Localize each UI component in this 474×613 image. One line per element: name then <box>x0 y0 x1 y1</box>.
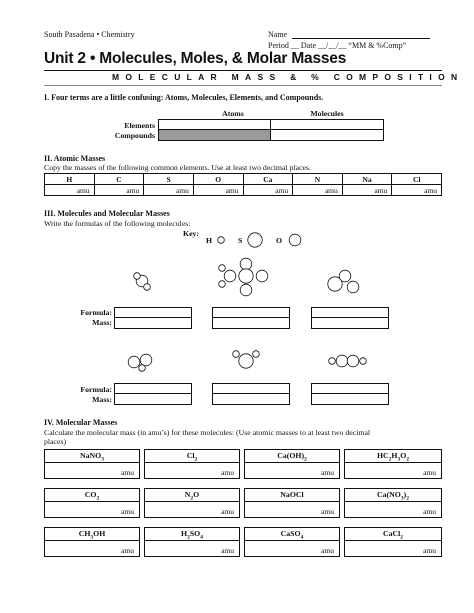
mass-box-1[interactable] <box>114 317 192 329</box>
mass-label-row-2: Mass: <box>92 395 112 404</box>
mass-cell-n[interactable]: amu <box>293 185 343 196</box>
key-h-label: H <box>206 236 213 245</box>
name-label: Name <box>268 30 288 39</box>
molar-mass-cell-naocl[interactable] <box>244 488 340 518</box>
element-header-o: O <box>193 174 243 185</box>
formula-naocl: NaOCl <box>280 490 304 499</box>
school-course-label: South Pasadena • Chemistry <box>44 30 135 39</box>
molar-mass-cell-co2[interactable] <box>44 488 140 518</box>
formula-n2o: $N_2O$ <box>184 490 200 502</box>
molar-mass-cell-n2o[interactable] <box>144 488 240 518</box>
formula-cacl2: CaCl$_2$ <box>382 529 404 541</box>
molar-mass-cell-cano32[interactable] <box>344 488 442 518</box>
mass-box-3[interactable] <box>311 317 389 329</box>
mass-cell-s[interactable]: amu <box>144 185 194 196</box>
formula-co2: $CO_2$ <box>84 490 100 502</box>
molar-mass-cell-cl2[interactable] <box>144 449 240 479</box>
unit-naocl: amu <box>321 507 334 516</box>
key-hydrogen-circle <box>218 237 225 244</box>
mass-box-5[interactable] <box>212 393 290 405</box>
molecule-1-diagram <box>134 273 151 291</box>
molar-mass-cell-caoh2[interactable] <box>244 449 340 479</box>
mass-cell-o[interactable]: amu <box>193 185 243 196</box>
mass-cell-h[interactable]: amu <box>45 185 95 196</box>
molar-mass-cell-hc2h3o2[interactable] <box>344 449 442 479</box>
formula-cano32: $Ca(NO_3)_2$ <box>377 490 409 502</box>
section-4-instruction-line-2: places) <box>44 437 67 446</box>
formula-label-row-2: Formula: <box>80 385 112 394</box>
element-header-cl: Cl <box>392 174 442 185</box>
page-title: Unit 2 • Molecules, Moles, & Molar Masses <box>44 50 347 67</box>
unit-cano32: amu <box>423 507 436 516</box>
section-4-heading: IV. Molecular Masses <box>44 418 118 427</box>
molecule-2-diagram <box>219 258 268 296</box>
mass-cell-cl[interactable]: amu <box>392 185 442 196</box>
key-s-label: S <box>238 236 243 245</box>
page-subtitle: MOLECULAR MASS & % COMPOSITION <box>112 72 464 82</box>
element-header-n: N <box>293 174 343 185</box>
element-header-ca: Ca <box>243 174 293 185</box>
formula-cl2: $Cl_2$ <box>186 451 198 463</box>
unit-caoh2: amu <box>321 468 334 477</box>
molar-mass-cell-caso4[interactable] <box>244 527 340 557</box>
element-header-na: Na <box>342 174 392 185</box>
molar-mass-cell-nano3[interactable] <box>44 449 140 479</box>
unit-h2so4: amu <box>221 546 234 555</box>
molecule-3-diagram <box>328 270 359 293</box>
molecules-column-header: Molecules <box>310 109 344 118</box>
key-o-label: O <box>276 236 283 245</box>
formula-caso4: CaSO$_4$ <box>280 529 304 541</box>
mass-label-row-1: Mass: <box>92 318 112 327</box>
molar-mass-cell-ch3oh[interactable] <box>44 527 140 557</box>
mass-cell-na[interactable]: amu <box>342 185 392 196</box>
formula-ch3oh: $CH_3OH$ <box>78 529 106 541</box>
unit-hc2h3o2: amu <box>423 468 436 477</box>
unit-caso4: amu <box>321 546 334 555</box>
mass-cell-ca[interactable]: amu <box>243 185 293 196</box>
formula-nano3: NaNO$_3$ <box>80 451 104 463</box>
molar-mass-cell-cacl2[interactable] <box>344 527 442 557</box>
element-header-c: C <box>94 174 144 185</box>
mass-box-2[interactable] <box>212 317 290 329</box>
molecule-6-diagram <box>329 355 367 367</box>
section-2-instruction: Copy the masses of the following common elements. Use at least two decimal places. <box>44 163 311 172</box>
element-header-s: S <box>144 174 194 185</box>
unit-nano3: amu <box>121 468 134 477</box>
period-date-line: Period __ Date __/__/__ “MM & %Comp” <box>268 41 407 50</box>
formula-hc2h3o2: $HC_2H_3O_2$ <box>376 451 410 463</box>
unit-ch3oh: amu <box>121 546 134 555</box>
section-4-instruction-line-1: Calculate the molecular mass (in amu’s) for these molecules: (Use atomic masses to at least two decimal <box>44 428 371 437</box>
mass-box-6[interactable] <box>311 393 389 405</box>
mass-cell-c[interactable]: amu <box>94 185 144 196</box>
element-header-h: H <box>45 174 95 185</box>
unit-cl2: amu <box>221 468 234 477</box>
formula-caoh2: $Ca(OH)_2$ <box>277 451 307 463</box>
section-3-instruction: Write the formulas of the following molecules: <box>44 219 191 228</box>
atoms-column-header: Atoms <box>222 109 244 118</box>
section-2-heading: II. Atomic Masses <box>44 154 106 163</box>
unit-cacl2: amu <box>423 546 436 555</box>
key-label: Key: <box>183 229 200 238</box>
formula-label-row-1: Formula: <box>80 308 112 317</box>
formula-h2so4: $H_2SO_4$ <box>181 529 203 541</box>
section-3-heading: III. Molecules and Molecular Masses <box>44 209 170 218</box>
mass-box-4[interactable] <box>114 393 192 405</box>
unit-n2o: amu <box>221 507 234 516</box>
key-sulfur-circle <box>248 233 262 247</box>
elements-row-label: Elements <box>124 121 155 130</box>
molecule-5-diagram <box>233 351 260 368</box>
key-oxygen-circle <box>289 234 301 246</box>
section-1-heading: I. Four terms are a little confusing: Atoms, Molecules, Elements, and Compounds. <box>44 93 324 102</box>
molar-mass-cell-h2so4[interactable] <box>144 527 240 557</box>
unit-co2: amu <box>121 507 134 516</box>
compounds-row-label: Compounds <box>114 131 155 140</box>
molecule-4-diagram <box>128 354 152 371</box>
